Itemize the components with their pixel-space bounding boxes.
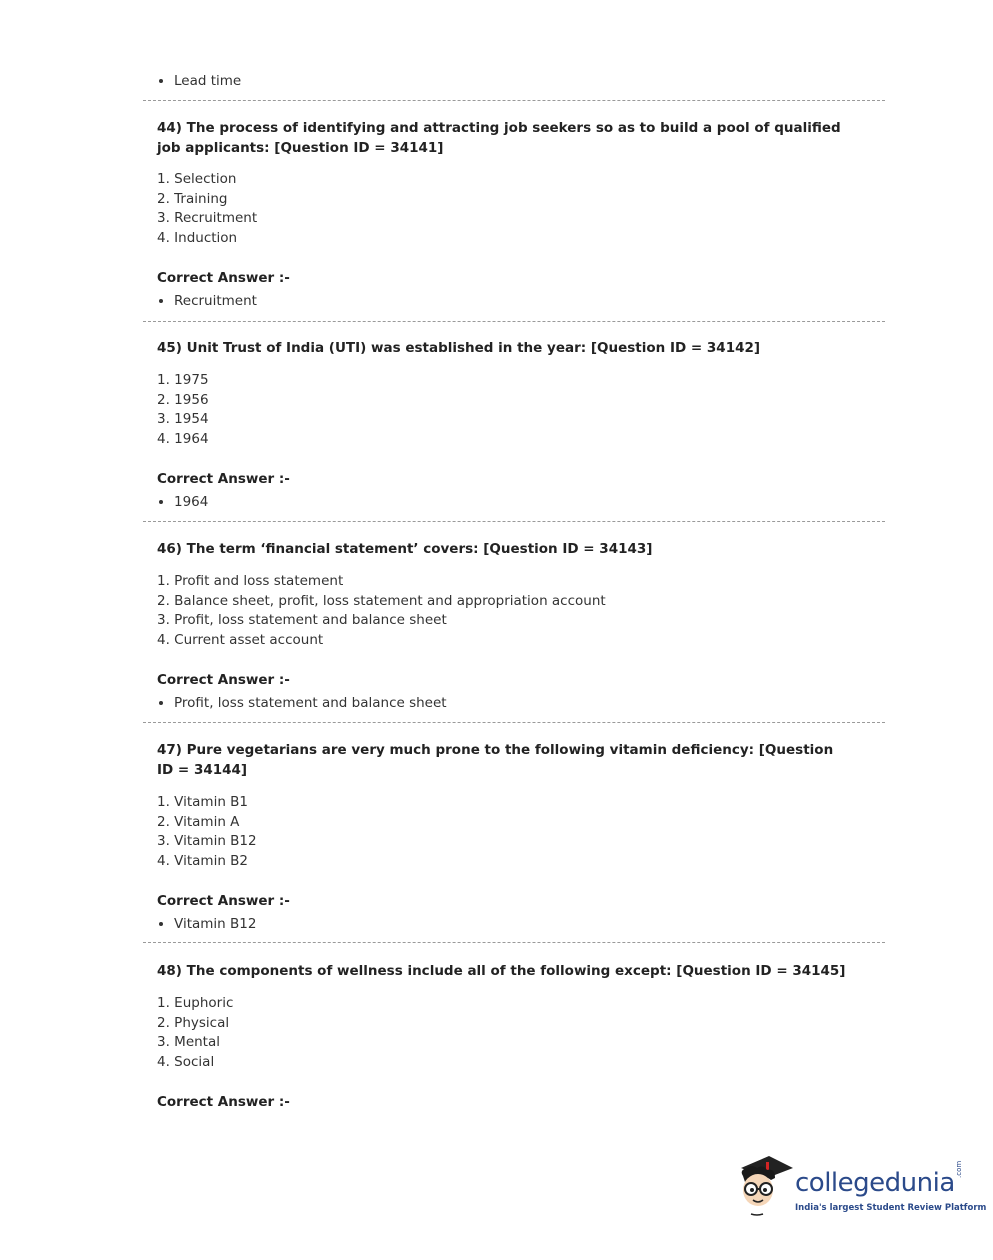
option: 4. Social	[157, 1053, 215, 1070]
correct-answer-text: Vitamin B12	[174, 916, 257, 932]
option: 1. Euphoric	[157, 995, 234, 1011]
bullet-icon	[159, 922, 163, 926]
correct-answer	[157, 695, 447, 711]
question-47: 47) Pure vegetarians are very much prone to the following vitamin deficiency: [Question ID = 34144]	[157, 742, 834, 778]
option: 1. Vitamin B1	[157, 794, 249, 810]
bullet-icon	[159, 701, 163, 705]
option: 3. Recruitment	[157, 210, 258, 227]
options-45	[157, 371, 209, 449]
option: 4. Induction	[157, 229, 238, 246]
correct-answer	[157, 494, 208, 510]
option: 1. Profit and loss statement	[157, 573, 344, 589]
question-48: 48) The components of wellness include all of the following except: [Question ID = 34145]	[157, 963, 846, 979]
option: 3. Profit, loss statement and balance sheet	[157, 612, 447, 629]
correct-answer-text: Profit, loss statement and balance sheet	[174, 695, 447, 711]
option: 2. Vitamin A	[157, 813, 240, 830]
option: 2. 1956	[157, 391, 209, 408]
logo-tagline: India's largest Student Review Platform	[795, 1203, 987, 1213]
question-45: 45) Unit Trust of India (UTI) was established in the year: [Question ID = 34142]	[157, 340, 761, 356]
option: 2. Balance sheet, profit, loss statement and appropriation account	[157, 592, 606, 609]
option: 4. Current asset account	[157, 631, 324, 648]
question-44: 44) The process of identifying and attracting job seekers so as to build a pool of qualified job applicants: [Question ID = 34141]	[157, 120, 841, 156]
correct-answer-label: Correct Answer :-	[157, 672, 290, 688]
option: 3. Vitamin B12	[157, 833, 257, 850]
logo-suffix: .com	[955, 1160, 963, 1178]
option: 4. 1964	[157, 430, 209, 447]
option: 1. 1975	[157, 372, 209, 388]
option: 3. 1954	[157, 411, 209, 428]
question-46: 46) The term ‘financial statement’ covers: [Question ID = 34143]	[157, 541, 653, 557]
previous-answer-text: Lead time	[174, 73, 242, 89]
bullet-icon	[159, 500, 163, 504]
options-46	[157, 572, 606, 650]
bullet-icon	[159, 79, 163, 83]
divider	[143, 521, 885, 522]
option: 2. Physical	[157, 1014, 230, 1031]
correct-answer	[157, 293, 257, 309]
divider	[143, 321, 885, 322]
previous-answer	[157, 73, 241, 89]
collegedunia-logo[interactable]	[733, 1150, 987, 1222]
logo-wordmark: collegedunia	[795, 1168, 955, 1198]
correct-answer	[157, 916, 256, 932]
mascot-icon	[733, 1150, 795, 1220]
bullet-icon	[159, 299, 163, 303]
option: 2. Training	[157, 190, 228, 207]
correct-answer-label: Correct Answer :-	[157, 1094, 290, 1110]
correct-answer-text: 1964	[174, 494, 209, 510]
correct-answer-text: Recruitment	[174, 293, 257, 309]
options-48	[157, 994, 233, 1072]
options-44	[157, 170, 257, 248]
option: 4. Vitamin B2	[157, 852, 249, 869]
option: 1. Selection	[157, 171, 237, 187]
correct-answer-label: Correct Answer :-	[157, 471, 290, 487]
divider	[143, 942, 885, 943]
divider	[143, 100, 885, 101]
correct-answer-label: Correct Answer :-	[157, 270, 290, 286]
options-47	[157, 793, 257, 871]
correct-answer-label: Correct Answer :-	[157, 893, 290, 909]
divider	[143, 722, 885, 723]
option: 3. Mental	[157, 1034, 220, 1051]
